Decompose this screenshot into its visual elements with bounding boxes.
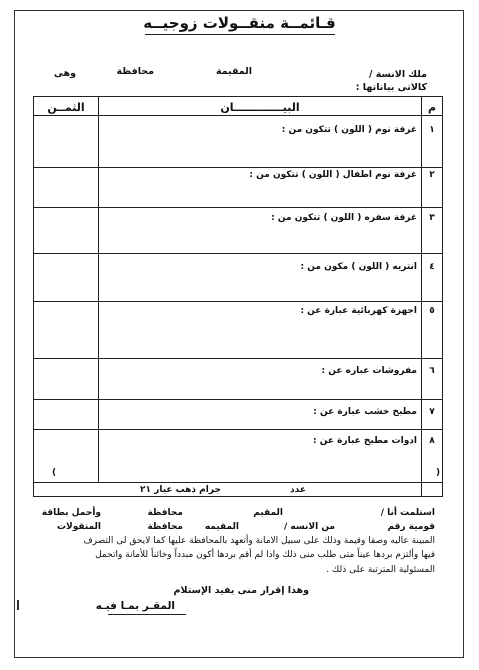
document-title: قـائمــة منقــولات زوجيــه <box>143 14 336 32</box>
row-number: ٤ <box>429 262 435 272</box>
row-number: ٨ <box>429 436 435 446</box>
title-underline <box>145 34 335 35</box>
row-divider <box>33 429 443 430</box>
row-furnishings: مفروشات عباره عن : <box>321 366 417 376</box>
row-kids-bedroom: غرفة نوم اطفال ( اللون ) تتكون من : <box>249 170 417 180</box>
col-num-header: م <box>427 101 437 114</box>
national-id-label: قومية رقم <box>387 522 435 532</box>
row-divider <box>33 167 443 168</box>
from-miss-label: من الانسه / <box>283 522 335 532</box>
row-kitchen-tools: ادوات مطبخ عبارة عن : <box>312 436 417 446</box>
governorate-label: محافظة <box>116 66 154 77</box>
row-dining-room: غرفة سفره ( اللون ) تتكون من : <box>271 213 417 223</box>
row-divider <box>33 301 443 302</box>
row-number: ٣ <box>429 213 435 223</box>
details-label: كالاتى بياناتها : <box>355 82 427 93</box>
owner-label: ملك الانسة / <box>368 69 427 80</box>
row-living-room: انتريه ( اللون ) مكون من : <box>300 262 417 272</box>
row-number: ١ <box>429 125 435 135</box>
row-number: ٢ <box>429 170 435 180</box>
row-divider <box>33 207 443 208</box>
acknowledgment-text: وهذا إقرار منى يفيد الإستلام <box>173 585 309 596</box>
declaration-line-1: المبينة عاليه وصفا وقيمة وذلك على سبيل الامانة وأتعهد بالمحافظة عليها كما لايحق لى التصرف <box>83 536 435 546</box>
resident-label-2: المقيمه <box>204 522 239 532</box>
col-price-header: الثمــن <box>47 101 85 114</box>
id-card-label: وأحمل بطاقة <box>41 508 101 518</box>
header-row-line <box>33 115 443 116</box>
row-divider <box>33 482 443 483</box>
price-column-line <box>98 96 99 482</box>
bracket-close: ) <box>52 468 57 478</box>
row-wooden-kitchen: مطبخ خشب عبارة عن : <box>313 407 417 417</box>
num-column-line <box>421 96 422 497</box>
bracket-open: ( <box>436 468 441 478</box>
residence-label: المقيمة <box>215 66 252 77</box>
row-divider <box>33 253 443 254</box>
row-divider <box>33 399 443 400</box>
row-divider <box>33 358 443 359</box>
row-bedroom: غرفة نوم ( اللون ) تتكون من : <box>281 125 417 135</box>
count-label: عدد <box>290 485 306 495</box>
row-electrical-appliances: اجهزة كهربائية عبارة عن : <box>300 306 417 316</box>
resident-label: المقيم <box>253 508 283 518</box>
col-desc-header: البيـــــــــــــان <box>220 101 300 114</box>
and-she-label: وهى <box>53 68 76 79</box>
gold-label: جرام ذهب عيار ٢١ <box>140 485 221 495</box>
row-number: ٦ <box>429 366 435 376</box>
governorate-label-3: محافظة <box>147 522 183 532</box>
governorate-label-2: محافظة <box>147 508 183 518</box>
declaration-line-2: فيها وألتزم بردها عيناً متى طلب منى ذلك واذا لم أقم بردها أكون مبدداً وخائناً للأمانة واتحمل <box>95 550 435 560</box>
row-number: ٥ <box>429 306 435 316</box>
signature-label: المقـر بمـا فيـه <box>95 600 175 612</box>
received-label: استلمت أنا / <box>380 508 435 518</box>
declaration-line-3: المسئولية المترتبة على ذلك . <box>326 565 435 575</box>
row-number: ٧ <box>429 407 435 417</box>
items-label: المنقولات <box>56 522 101 532</box>
margin-mark <box>17 600 19 610</box>
signature-underline <box>108 614 186 615</box>
